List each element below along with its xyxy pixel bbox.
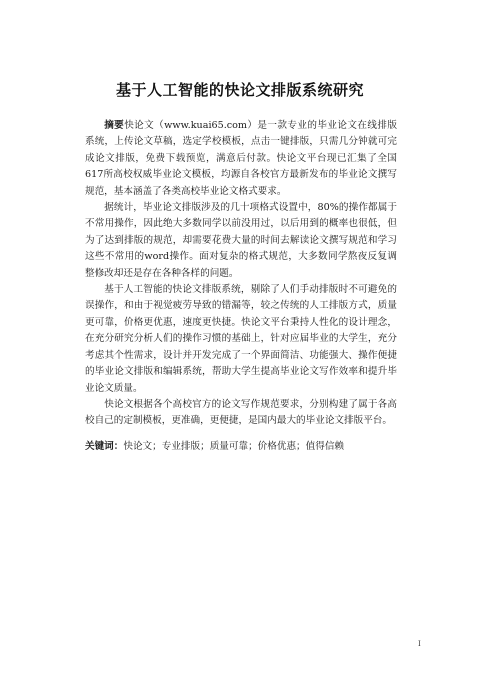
keywords-label: 关键词： [85,440,124,452]
paper-title: 基于人工智能的快论文排版系统研究 [115,81,364,99]
abstract-section [85,118,397,455]
abstract-label: 摘要 [104,120,125,131]
abstract-paragraph-1-text: 快论文（www.kuai65.com）是一款专业的毕业论文在线排版系统，上传论文草稿，选定学校模板，点击一键排版，只需几分钟就可完成论文排版，免费下载预览，满意后付款。快论文平台现已汇集了全国617所高校权威毕业论文模板，均源自各校官方最新发布的毕业论文撰写规范，基本涵盖了各类高校毕业论文格式要求。 [85,120,397,197]
abstract-paragraph-4: 快论文根据各个高校官方的论文写作规范要求，分别构建了属于各高校自己的定制模板，更准确，更便捷，是国内最大的毕业论文排版平台。 [85,398,397,427]
keywords-line [85,439,397,455]
keywords-text: 快论文；专业排版；质量可靠；价格优惠；值得信赖 [123,440,345,452]
abstract-paragraph-2: 据统计，毕业论文排版涉及的几十项格式设置中，80%的操作都属于不常用操作，因此绝大多数同学以前没用过，以后用到的概率也很低，但为了达到排版的规范，却需要花费大量的时间去解读论文撰写规范和学习这些不常用的word操作。面对复杂的格式规范，大多数同学熬夜反复调整修改却还是存在各种各样的问题。 [85,202,397,279]
abstract-paragraph-1 [85,118,397,200]
abstract-paragraph-3: 基于人工智能的快论文排版系统，剔除了人们手动排版时不可避免的误操作，和由于视觉疲劳导致的错漏等，较之传统的人工排版方式，质量更可靠，价格更优惠，速度更快捷。快论文平台秉持人性化的设计理念，在充分研究分析人们的操作习惯的基础上，针对应届毕业的大学生，充分考虑其个性需求，设计并开发完成了一个界面简洁、功能强大、操作便捷的毕业论文排版和编辑系统，帮助大学生提高毕业论文写作效率和提升毕业论文质量。 [85,284,397,394]
page-number: I [418,640,421,648]
